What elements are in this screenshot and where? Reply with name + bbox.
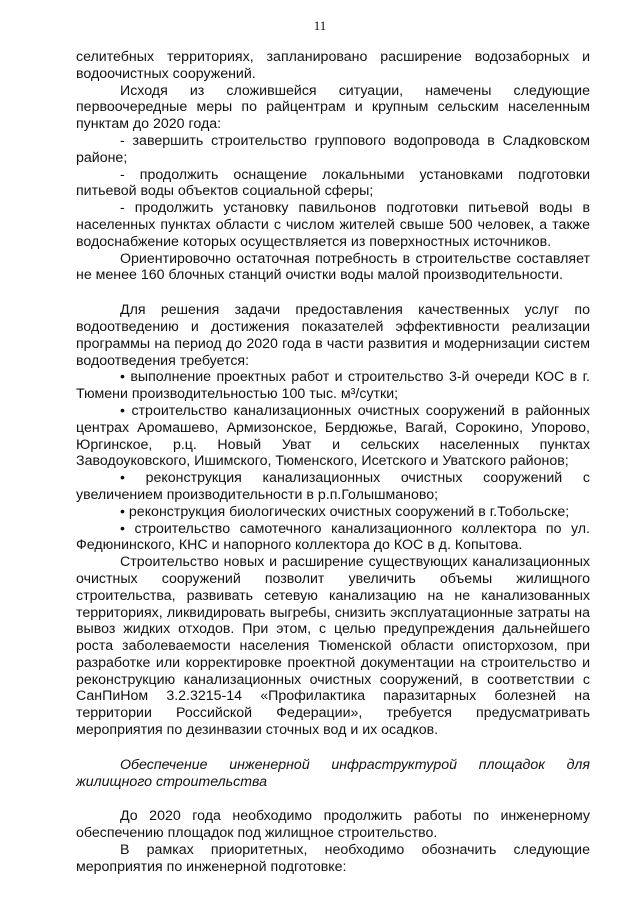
bullet-gravity-sewer-collector: • строительство самотечного канализационного коллектора по ул. Федюнинского, КНС и напорного коллектора до КОС в д. Копытова. (76, 520, 590, 554)
paragraph-spacer (76, 790, 590, 808)
paragraph-residential-territories: селитебных территориях, запланировано расширение водозаборных и водоочистных сооружений. (76, 49, 590, 82)
paragraph-new-construction-benefits: Строительство новых и расширение существующих канализационных очистных сооружений позволит увеличить объемы жилищного строительства, развивать сетевую канализацию на не канализованных территориях, ликвидировать выгребы, снизить эксплуатационные затраты на вывоз жидких отходов. При этом, с целью предупреждения дальнейшего роста заболеваемости населения Тюменской области описторхозом, при разработке или корректировке проектной документации на строительство и реконструкцию канализационных очистных сооружений, в соответствии с СанПиНом 3.2.3215-14 «Профилактика паразитарных болезней на территории Российской Федерации», требуется предусматривать мероприятия по дезинвазии сточных вод и их осадков. (76, 554, 590, 739)
document-body (76, 49, 590, 876)
bullet-kos-tyumen: • выполнение проектных работ и строительство 3-й очереди КОС в г. Тюмени производительностью 100 тыс. м³/сутки; (76, 369, 590, 403)
list-item-water-pavilions: - продолжить установку павильонов подготовки питьевой воды в населенных пунктах области с числом жителей свыше 500 человек, а также водоснабжение которых осуществляется из поверхностных источников. (76, 200, 590, 250)
list-item-sladkovsky-water-pipeline: - завершить строительство группового водопровода в Сладковском районе; (76, 132, 590, 166)
paragraph-spacer (76, 284, 590, 302)
paragraph-priority-measures-intro: Исходя из сложившейся ситуации, намечены следующие первоочередные меры по райцентрам и крупным сельским населенным пунктам до 2020 года: (76, 82, 590, 133)
section-heading-engineering-infrastructure: Обеспечение инженерной инфраструктурой площадок для жилищного строительства (76, 756, 590, 790)
paragraph-remaining-need: Ориентировочно остаточная потребность в строительстве составляет не менее 160 блочных станций очистки воды малой производительности. (76, 250, 590, 284)
bullet-golyshmanovo-reconstruction: • реконструкция канализационных очистных сооружений с увеличением производительности в р.п.Голышманово; (76, 470, 590, 503)
paragraph-wastewater-tasks: Для решения задачи предоставления качественных услуг по водоотведению и достижения показателей эффективности реализации программы на период до 2020 года в части развития и модернизации систем водоотведения требуется: (76, 302, 590, 369)
list-item-local-treatment-units: - продолжить оснащение локальными установками подготовки питьевой воды объектов социальной сферы; (76, 166, 590, 200)
paragraph-priority-engineering-measures: В рамках приоритетных, необходимо обозначить следующие мероприятия по инженерной подготовке: (76, 842, 590, 875)
page-number: 11 (313, 18, 327, 33)
paragraph-until-2020: До 2020 года необходимо продолжить работы по инженерному обеспечению площадок под жилищное строительство. (76, 808, 590, 842)
bullet-tobolsk-reconstruction: • реконструкция биологических очистных сооружений в г.Тобольске; (120, 503, 570, 520)
paragraph-spacer (76, 739, 590, 757)
bullet-district-treatment-plants: • строительство канализационных очистных сооружений в районных центрах Аромашево, Армизонское, Бердюжье, Вагай, Сорокино, Упорово, Юргинское, р.ц. Новый Уват и сельских населенных пунктах Заводоуковского, Ишимского, Тюменского, Исетского и Уватского районов; (76, 402, 590, 470)
